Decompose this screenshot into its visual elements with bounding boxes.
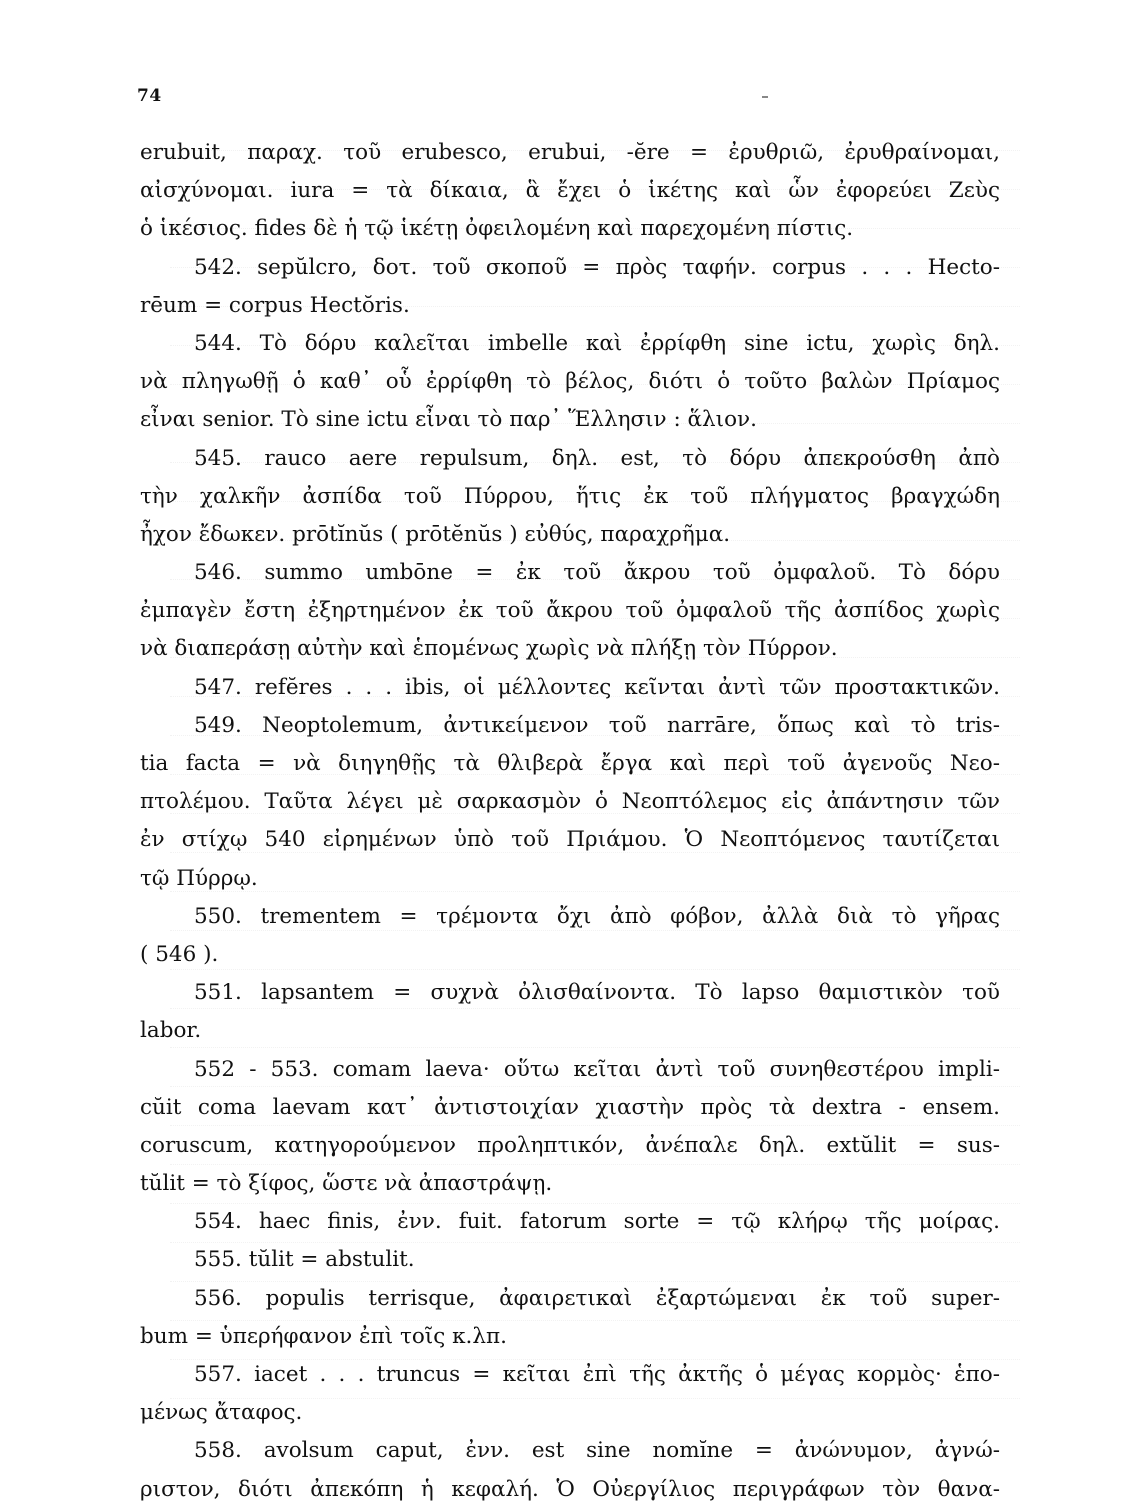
text-line: 547. refĕres . . . ibis, οἱ μέλλοντες κεῖνται ἀντὶ τῶν προστακτικῶν. [194,674,1000,700]
text-line: πτολέμου. Ταῦτα λέγει μὲ σαρκασμὸν ὁ Νεοπτόλεμος εἰς ἀπάντησιν τῶν [140,789,1000,815]
text-line: νὰ πληγωθῇ ὁ καθ᾽ οὗ ἐρρίφθη τὸ βέλος, διότι ὁ τοῦτο βαλὼν Πρίαμος [140,369,1000,395]
text-line: coruscum, κατηγορούμενον προληπτικόν, ἀνέπαλε δηλ. extŭlit = sus- [140,1132,1000,1158]
text-line: 557. iacet . . . truncus = κεῖται ἐπὶ τῆς ἀκτῆς ὁ μέγας κορμὸς· ἑπο- [194,1362,1000,1387]
text-line: 556. populis terrisque, ἀφαιρετικαὶ ἐξαρτώμεναι ἐκ τοῦ super- [194,1285,1000,1311]
text-line: 551. lapsantem = συχνὰ ὀλισθαίνοντα. Τὸ lapso θαμιστικὸν τοῦ [194,980,1000,1006]
text-line: τὴν χαλκῆν ἀσπίδα τοῦ Πύρρου, ἥτις ἐκ τοῦ πλήγματος βραγχώδη [140,483,1000,509]
text-line: 549. Neoptolemum, ἀντικείμενον τοῦ narrāre, ὅπως καὶ τὸ tris- [194,712,1000,738]
text-line: εἶναι senior. Τὸ sine ictu εἶναι τὸ παρ᾽ Ἕλλησιν : ἅλιον. [140,407,757,433]
text-line: tia facta = νὰ διηγηθῇς τὰ θλιβερὰ ἔργα καὶ περὶ τοῦ ἀγενοῦς Νεο- [140,751,1000,776]
text-line: 542. sepŭlcro, δοτ. τοῦ σκοποῦ = πρὸς ταφήν. corpus . . . Hecto- [194,254,1000,280]
text-line: 544. Τὸ δόρυ καλεῖται imbelle καὶ ἐρρίφθη sine ictu, χωρὶς δηλ. [194,330,1000,356]
text-line: ριστον, διότι ἀπεκόπη ἡ κεφαλή. Ὁ Οὐεργίλιος περιγράφων τὸν θανα- [140,1476,1000,1502]
text-line: ὁ ἱκέσιος. fides δὲ ἡ τῷ ἱκέτῃ ὀφειλομένη καὶ παρεχομένη πίστις. [140,216,854,242]
text-line: ἐμπαγὲν ἔστη ἐξηρτημένον ἐκ τοῦ ἄκρου τοῦ ὀμφαλοῦ τῆς ἀσπίδος χωρὶς [140,598,1000,624]
text-line: tŭlit = τὸ ξίφος, ὥστε νὰ ἀπαστράψῃ. [140,1171,553,1197]
text-line: bum = ὑπερήφανον ἐπὶ τοῖς κ.λπ. [140,1323,507,1349]
text-line: cŭit coma laevam κατ᾽ ἀντιστοιχίαν χιαστὴν πρὸς τὰ dextra - ensem. [140,1094,1000,1120]
text-line: 545. rauco aere repulsum, δηλ. est, τὸ δόρυ ἀπεκρούσθη ἀπὸ [194,445,1000,471]
text-line: 546. summo umbōne = ἐκ τοῦ ἄκρου τοῦ ὀμφαλοῦ. Τὸ δόρυ [194,560,1000,586]
text-line: erubuit, παραχ. τοῦ erubesco, erubui, -ĕre = ἐρυθριῶ, ἐρυθραίνομαι, [140,140,1000,165]
text-line: ἦχον ἔδωκεν. prōtĭnŭs ( prōtĕnŭs ) εὐθύς, παραχρῆμα. [140,521,731,547]
text-line: ( 546 ). [140,941,219,967]
text-line: τῷ Πύρρῳ. [140,865,258,891]
text-line: 558. avolsum caput, ἐνν. est sine nomĭne = ἀνώνυμον, ἀγνώ- [194,1438,1000,1464]
commentary-text [140,134,1000,1509]
text-line: 554. haec finis, ἐνν. fuit. fatorum sorte = τῷ κλήρῳ τῆς μοίρας. [194,1209,1000,1235]
text-line: 550. trementem = τρέμοντα ὄχι ἀπὸ φόβον, ἀλλὰ διὰ τὸ γῆρας [194,903,1000,929]
text-line: νὰ διαπεράσῃ αὐτὴν καὶ ἑπομένως χωρὶς νὰ πλήξῃ τὸν Πύρρον. [140,636,838,662]
text-line: ἐν στίχῳ 540 εἰρημένων ὑπὸ τοῦ Πριάμου. Ὁ Νεοπτόμενος ταυτίζεται [140,827,1000,853]
text-line: rēum = corpus Hectŏris. [140,292,410,318]
print-mark [762,96,768,98]
text-line: 552 - 553. comam laeva· οὕτω κεῖται ἀντὶ τοῦ συνηθεστέρου impli- [194,1056,1000,1082]
page-number: 74 [137,86,162,106]
text-line: 555. tŭlit = abstulit. [194,1247,415,1273]
text-line: αἰσχύνομαι. iura = τὰ δίκαια, ἃ ἔχει ὁ ἱκέτης καὶ ὧν ἐφορεύει Ζεὺς [140,178,1000,204]
text-line: labor. [140,1018,202,1044]
text-line: μένως ἄταφος. [140,1400,303,1426]
